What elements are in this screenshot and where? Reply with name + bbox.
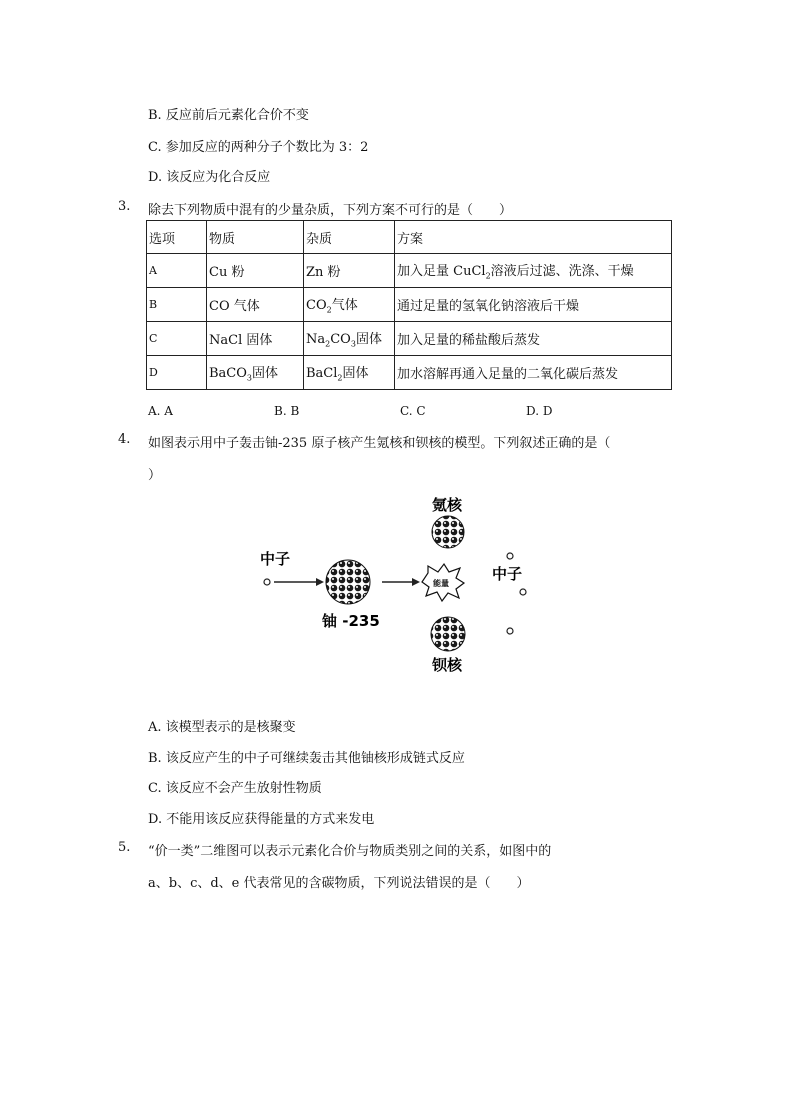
header-cell: 杂质: [304, 221, 395, 254]
uranium-label: 铀 -235: [322, 612, 380, 630]
fission-diagram: [250, 488, 490, 674]
impurity-cell: $Na_2CO_3$固体: [304, 322, 395, 356]
q3-number: 3.: [118, 199, 131, 214]
option-cell: B: [147, 288, 207, 322]
uranium-nucleus: [326, 560, 370, 604]
q4-number: 4.: [118, 432, 131, 447]
table-row: [147, 288, 672, 322]
impurity-cell: BaCl$_2$固体: [304, 356, 395, 390]
q5-stem-line2: a、b、c、d、e 代表常见的含碳物质，下列说法错误的是（ ）: [148, 876, 530, 891]
neutrons-out-label: 中子: [492, 565, 523, 583]
q4-option-b: B. 该反应产生的中子可继续轰击其他铀核形成链式反应: [148, 751, 465, 766]
q3-stem: 除去下列物质中混有的少量杂质，下列方案不可行的是（ ）: [148, 203, 513, 218]
plan-cell: 加水溶解再通入足量的二氧化碳后蒸发: [395, 356, 672, 390]
header-cell: 方案: [395, 221, 672, 254]
q3-answer-c: C. C: [400, 404, 426, 418]
option-cell: D: [147, 356, 207, 390]
barium-label: 钡核: [432, 656, 463, 674]
q5-number: 5.: [118, 840, 131, 855]
q4-option-c: C. 该反应不会产生放射性物质: [148, 781, 322, 796]
q3-answer-d: D. D: [526, 404, 553, 418]
header-cell: 选项: [147, 221, 207, 254]
q2-option-d: D. 该反应为化合反应: [148, 170, 271, 185]
table-row: [147, 356, 672, 390]
incoming-neutron: [264, 579, 270, 585]
krypton-nucleus: [432, 516, 464, 548]
header-cell: 物质: [207, 221, 304, 254]
q5-stem-line1: “价一类”二维图可以表示元素化合价与物质类别之间的关系，如图中的: [148, 844, 552, 859]
energy-label: 能量: [433, 579, 449, 588]
option-cell: A: [147, 254, 207, 288]
impurity-cell: Zn 粉: [304, 254, 395, 288]
substance-cell: Cu 粉: [207, 254, 304, 288]
outgoing-neutrons: [490, 548, 535, 648]
arrow-head: [316, 578, 324, 586]
neutron-label: 中子: [260, 550, 291, 568]
q4-option-a: A. 该模型表示的是核聚变: [148, 720, 296, 735]
impurity-cell: $CO_2$气体: [304, 288, 395, 322]
plan-cell: 加入足量 CuCl$_2$溶液后过滤、洗涤、干燥: [395, 254, 672, 288]
barium-nucleus: [431, 617, 465, 651]
plan-cell: 通过足量的氢氧化钠溶液后干燥: [395, 288, 672, 322]
q3-answer-b: B. B: [274, 404, 300, 418]
table-row: [147, 322, 672, 356]
substance-cell: BaCO$_3$固体: [207, 356, 304, 390]
q3-table: [146, 220, 672, 390]
outgoing-neutron: [507, 553, 513, 559]
outgoing-neutron: [520, 589, 526, 595]
substance-cell: NaCl 固体: [207, 322, 304, 356]
outgoing-neutron: [507, 628, 513, 634]
q4-option-d: D. 不能用该反应获得能量的方式来发电: [148, 812, 375, 827]
q2-option-b: B. 反应前后元素化合价不变: [148, 108, 309, 123]
table-header-row: [147, 221, 672, 254]
q3-answer-a: A. A: [148, 404, 173, 418]
q4-stem-line1: 如图表示用中子轰击铀-235 原子核产生氪核和钡核的模型。下列叙述正确的是（: [148, 436, 611, 451]
krypton-label: 氪核: [432, 496, 463, 514]
q4-stem-line2: ）: [148, 468, 162, 483]
plan-cell: 加入足量的稀盐酸后蒸发: [395, 322, 672, 356]
table-row: [147, 254, 672, 288]
option-cell: C: [147, 322, 207, 356]
q2-option-c: C. 参加反应的两种分子个数比为 3：2: [148, 140, 369, 155]
substance-cell: CO 气体: [207, 288, 304, 322]
arrow-head: [412, 578, 420, 586]
